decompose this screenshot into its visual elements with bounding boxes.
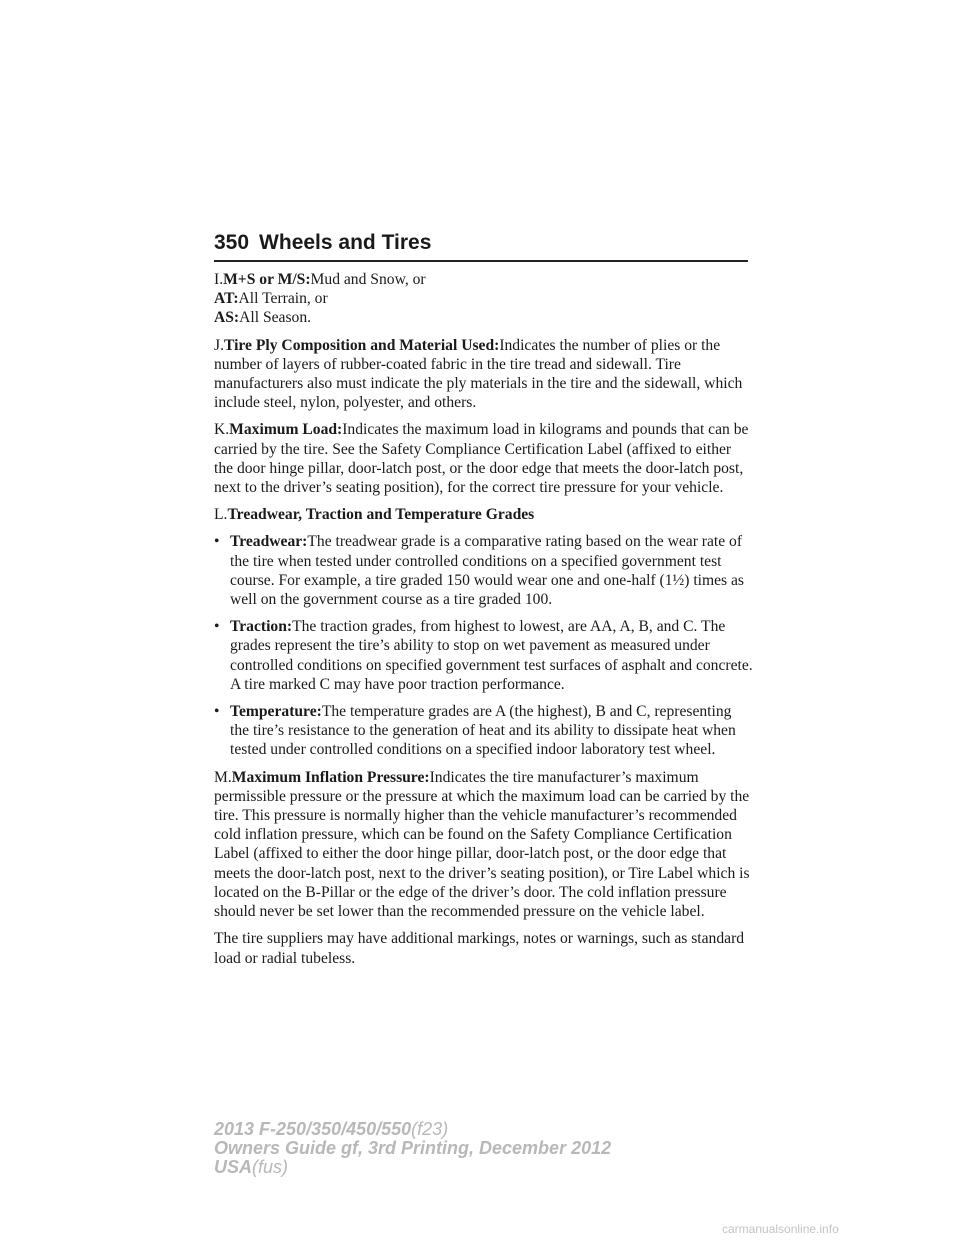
bullet-term: Treadwear:: [230, 533, 308, 551]
bullet-text: The treadwear grade is a comparative rating based on the wear rate of the tire when tested under controlled conditions on a specified government test course. For example, a tire graded 150 would wear one and one-half (1½) times as well on the government course as a tire graded 100.: [230, 533, 744, 609]
footer-model-code: (f23): [411, 1119, 449, 1139]
section-title: Wheels and Tires: [259, 231, 432, 254]
footer-region-code: (fus): [252, 1157, 289, 1177]
bullet-traction: [214, 617, 754, 694]
bullet-dot: •: [214, 703, 220, 721]
footer-line-1: [214, 1120, 611, 1139]
item-m: [214, 768, 754, 922]
item-term: Maximum Load:: [229, 421, 343, 439]
footer-model: 2013 F-250/350/450/550: [214, 1119, 412, 1139]
item-text: Mud and Snow, or: [310, 271, 426, 288]
item-text: Indicates the number of plies or the number of layers of rubber-coated fabric in the tire tread and sidewall. Tire manufacturers also must indicate the ply materials in the tire and the sidewall, which include steel, nylon, polyester, and others.: [214, 336, 743, 412]
page-number: 350: [214, 231, 250, 254]
closing-paragraph: The tire suppliers may have additional markings, notes or warnings, such as standard load or radial tubeless.: [214, 930, 745, 967]
bullet-dot: •: [214, 618, 220, 636]
watermark: carmanualsonline.info: [722, 1222, 839, 1236]
item-as: [214, 308, 754, 327]
item-text: All Season.: [239, 309, 312, 327]
item-term: Tire Ply Composition and Material Used:: [223, 336, 500, 354]
bullet-dot: •: [214, 533, 220, 551]
item-text: All Terrain, or: [238, 290, 328, 308]
bullet-temperature: [214, 702, 754, 760]
bullet-text: The temperature grades are A (the highest), B and C, representing the tire’s resistance to the generation of heat and its ability to dissipate heat when tested under controlled conditions on a specified indoor laboratory test wheel.: [230, 703, 736, 759]
item-i: [214, 270, 754, 289]
item-letter: J.: [214, 336, 224, 354]
item-text: Indicates the tire manufacturer’s maximum permissible pressure or the pressure at which the maximum load can be carried by the tire. This pressure is normally higher than the vehicle manufacturer’s recommended cold inflation pressure, which can be found on the Safety Compliance Certification Label (affixed to either the door hinge pillar, door-latch post, or the door edge that meets the door-latch post, next to the driver’s seating position), or Tire Label which is located on the B-Pillar or the edge of the driver’s door. The cold inflation pressure should never be set lower than the recommended pressure on the vehicle label.: [214, 768, 750, 921]
item-term: AT:: [214, 290, 239, 308]
item-letter: K.: [214, 421, 230, 439]
item-term: Maximum Inflation Pressure:: [231, 768, 430, 786]
footer-line-2: Owners Guide gf, 3rd Printing, December 2012: [214, 1138, 612, 1158]
item-text: Indicates the maximum load in kilograms and pounds that can be carried by the tire. See the Safety Compliance Certification Label (affixed to either the door hinge pillar, door-latch post, or the door edge that meets the door-latch post, next to the driver’s seating position), for the correct tire pressure for your vehicle.: [214, 421, 749, 497]
bullet-text: The traction grades, from highest to lowest, are AA, A, B, and C. The grades represent the tire’s ability to stop on wet pavement as measured under controlled conditions on specified government test surfaces of asphalt and concrete. A tire marked C may have poor traction performance.: [230, 618, 753, 693]
item-letter: I.: [214, 271, 224, 288]
bullet-term: Temperature:: [230, 703, 322, 721]
item-k: [214, 420, 754, 497]
item-term: M+S or M/S:: [223, 271, 311, 288]
item-letter: L.: [214, 506, 228, 524]
item-letter: M.: [214, 768, 232, 786]
footer-line-3: [214, 1158, 611, 1177]
footer-region: USA: [214, 1157, 253, 1177]
item-term: Treadwear, Traction and Temperature Grades: [227, 506, 535, 524]
item-term: AS:: [214, 309, 240, 327]
item-l: [214, 505, 754, 524]
bullet-treadwear: [214, 532, 754, 609]
page-header: [214, 226, 748, 262]
item-j: [214, 336, 754, 413]
bullet-term: Traction:: [230, 618, 293, 636]
page-content: [214, 270, 754, 976]
item-at: [214, 289, 754, 308]
document-footer: [214, 1120, 611, 1177]
